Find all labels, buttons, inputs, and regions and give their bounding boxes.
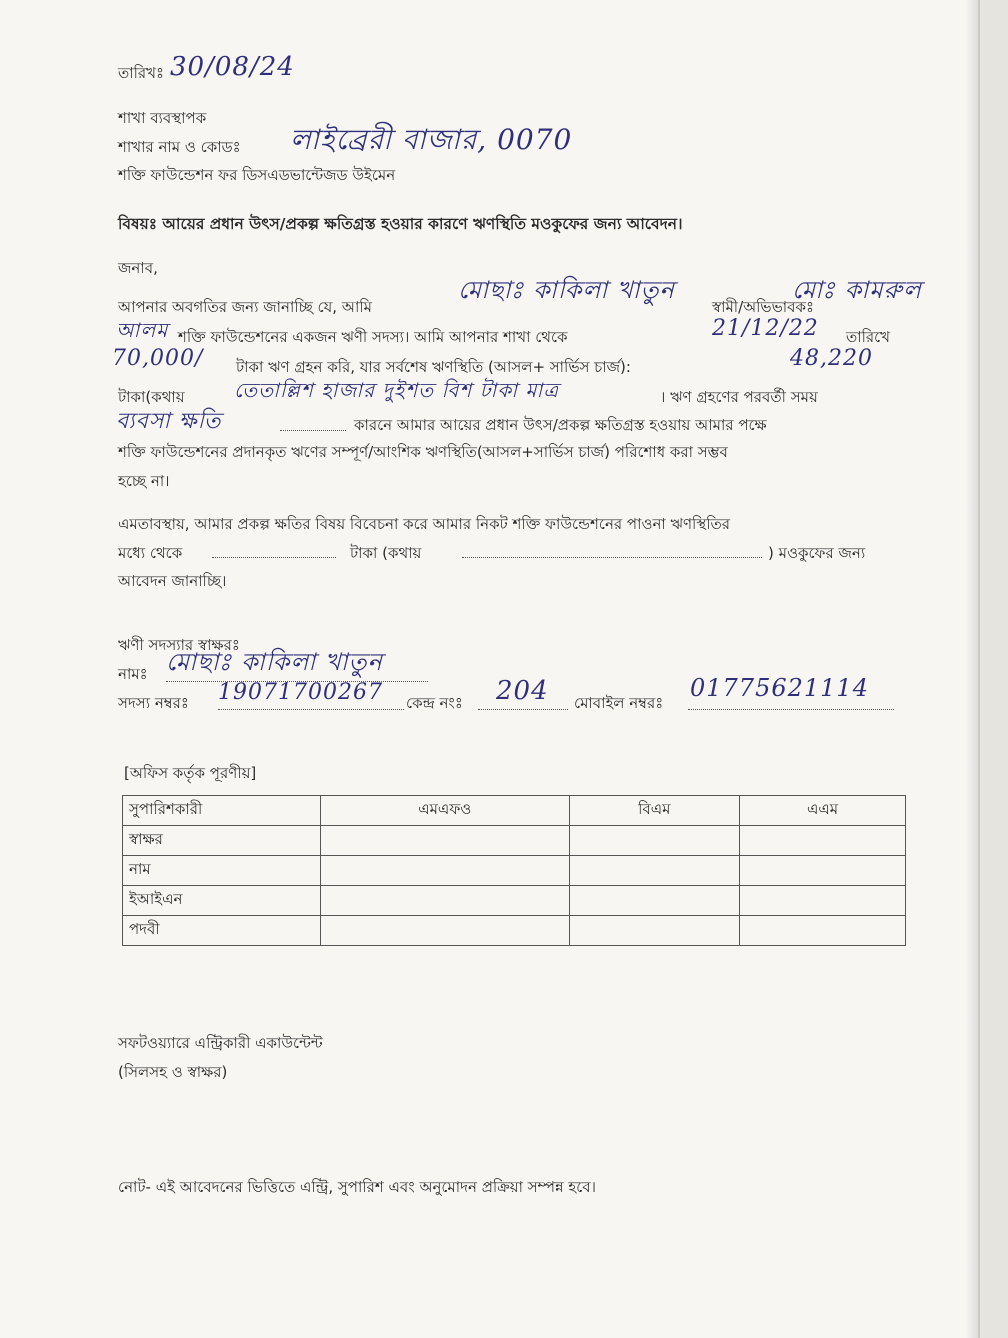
office-recommendation-table xyxy=(122,795,906,946)
table-cell xyxy=(740,826,906,856)
balance-words-hw: তেতাল্লিশ হাজার দুইশত বিশ টাকা মাত্র xyxy=(234,378,560,402)
loan-amount-hw: 70,000/ xyxy=(112,346,204,371)
member-name-hw: মোছাঃ কাকিলা খাতুন xyxy=(458,276,675,304)
footer-note: নোট- এই আবেদনের ভিত্তিতে এন্ট্রি, সুপারিশ এবং অনুমোদন প্রক্রিয়া সম্পন্ন হবে। xyxy=(118,1178,596,1196)
para1-line7: হচ্ছে না। xyxy=(118,472,170,490)
row-label-signature: স্বাক্ষর xyxy=(123,826,321,856)
member-no-label: সদস্য নম্বরঃ xyxy=(118,694,189,712)
para1-line5-a: কারনে আমার আয়ের প্রধান উৎস/প্রকল্প ক্ষতিগ্রস্ত হওয়ায় আমার পক্ষে xyxy=(354,416,767,434)
para1-line2-b: তারিখে xyxy=(846,328,891,346)
date-value: 30/08/24 xyxy=(170,52,295,82)
table-cell xyxy=(569,826,740,856)
table-cell xyxy=(321,856,570,886)
branch-value: লাইব্রেরী বাজার, 0070 xyxy=(290,123,573,156)
header-mfo: এমএফও xyxy=(321,796,570,826)
center-no-hw: 204 xyxy=(496,676,549,706)
page-edge-background xyxy=(976,0,1008,1338)
table-cell xyxy=(569,856,740,886)
para1-line2-a: শক্তি ফাউন্ডেশনের একজন ঋণী সদস্য। আমি আপনার শাখা থেকে xyxy=(178,328,568,346)
table-row xyxy=(123,916,906,946)
guardian-hw-cont: আলম xyxy=(116,318,169,342)
accountant-line1: সফটওয়্যারে এন্ট্রিকারী একাউন্টেন্ট xyxy=(118,1034,323,1052)
mobile-dotted-line xyxy=(688,709,894,710)
mobile-hw: 01775621114 xyxy=(690,674,869,702)
header-am: এএম xyxy=(740,796,906,826)
subject-line: বিষয়ঃ আয়ের প্রধান উৎস/প্রকল্প ক্ষতিগ্রস্ত হওয়ার কারণে ঋণস্থিতি মওকুফের জন্য আবেদন। xyxy=(118,215,683,233)
para2-line3: আবেদন জানাচ্ছি। xyxy=(118,572,227,590)
row-label-ein: ইআইএন xyxy=(123,886,321,916)
para1-line4-a: টাকা(কথায় xyxy=(118,388,185,406)
sheet-shadow xyxy=(966,0,980,1338)
para1-line4-b: । ঋণ গ্রহণের পরবর্তী সময় xyxy=(660,388,818,406)
branch-label: শাখার নাম ও কোডঃ xyxy=(118,138,241,156)
table-cell xyxy=(740,856,906,886)
header-recommender: সুপারিশকারী xyxy=(123,796,321,826)
loan-date-hw: 21/12/22 xyxy=(712,316,819,341)
table-row xyxy=(123,886,906,916)
para2-line1: এমতাবস্থায়, আমার প্রকল্প ক্ষতির বিষয় বিবেচনা করে আমার নিকট শক্তি ফাউন্ডেশনের পাওনা ঋণস্থিতির xyxy=(118,515,731,533)
header-bm: বিএম xyxy=(569,796,740,826)
member-no-dotted-line xyxy=(218,709,404,710)
waive-words-dotted-line xyxy=(462,557,762,558)
accountant-line2: (সিলসহ ও স্বাক্ষর) xyxy=(118,1063,228,1081)
reason-hw: ব্যবসা ক্ষতি xyxy=(116,409,222,434)
waive-amount-dotted-line xyxy=(212,557,336,558)
mobile-label: মোবাইল নম্বরঃ xyxy=(574,694,664,712)
table-cell xyxy=(321,886,570,916)
table-cell xyxy=(740,916,906,946)
row-label-name: নাম xyxy=(123,856,321,886)
table-cell xyxy=(569,886,740,916)
date-label: তারিখঃ xyxy=(118,64,164,82)
table-row xyxy=(123,856,906,886)
foundation-name: শক্তি ফাউন্ডেশন ফর ডিসএডভান্টেজড উইমেন xyxy=(118,166,396,184)
balance-hw: 48,220 xyxy=(790,346,873,371)
row-label-designation: পদবী xyxy=(123,916,321,946)
member-signature-label: ঋণী সদস্যার স্বাক্ষরঃ xyxy=(118,636,240,654)
table-cell xyxy=(321,916,570,946)
reason-dotted-line xyxy=(280,430,346,431)
table-row xyxy=(123,826,906,856)
salutation: জনাব, xyxy=(118,259,158,277)
center-dotted-line xyxy=(478,709,568,710)
office-caption: [অফিস কর্তৃক পূরণীয়] xyxy=(124,764,257,782)
table-cell xyxy=(321,826,570,856)
para1-line1-a: আপনার অবগতির জন্য জানাচ্ছি যে, আমি xyxy=(118,298,372,316)
table-header-row xyxy=(123,796,906,826)
branch-manager-line: শাখা ব্যবস্থাপক xyxy=(118,109,207,127)
para2-line2-b: টাকা (কথায় xyxy=(350,544,422,562)
center-no-label: কেন্দ্র নংঃ xyxy=(406,694,463,712)
para2-line2-a: মধ্যে থেকে xyxy=(118,544,183,562)
member-name-label: নামঃ xyxy=(118,665,148,683)
member-name-sign-hw: মোছাঃ কাকিলা খাতুন xyxy=(166,648,383,676)
table-cell xyxy=(740,886,906,916)
para2-line2-c: ) মওকুফের জন্য xyxy=(768,544,866,562)
para1-line6: শক্তি ফাউন্ডেশনের প্রদানকৃত ঋণের সম্পূর্ণ/আংশিক ঋণস্থিতি(আসল+সার্ভিস চার্জ) পরিশোধ করা সম্ভব xyxy=(118,443,728,461)
para1-line1-b: স্বামী/অভিভাবকঃ xyxy=(712,298,814,316)
para1-line3-a: টাকা ঋণ গ্রহন করি, যার সর্বশেষ ঋণস্থিতি (আসল+ সার্ভিস চার্জ): xyxy=(236,358,631,376)
guardian-hw: মোঃ কামরুল xyxy=(792,276,922,304)
member-no-hw: 19071700267 xyxy=(218,680,383,705)
table-cell xyxy=(569,916,740,946)
